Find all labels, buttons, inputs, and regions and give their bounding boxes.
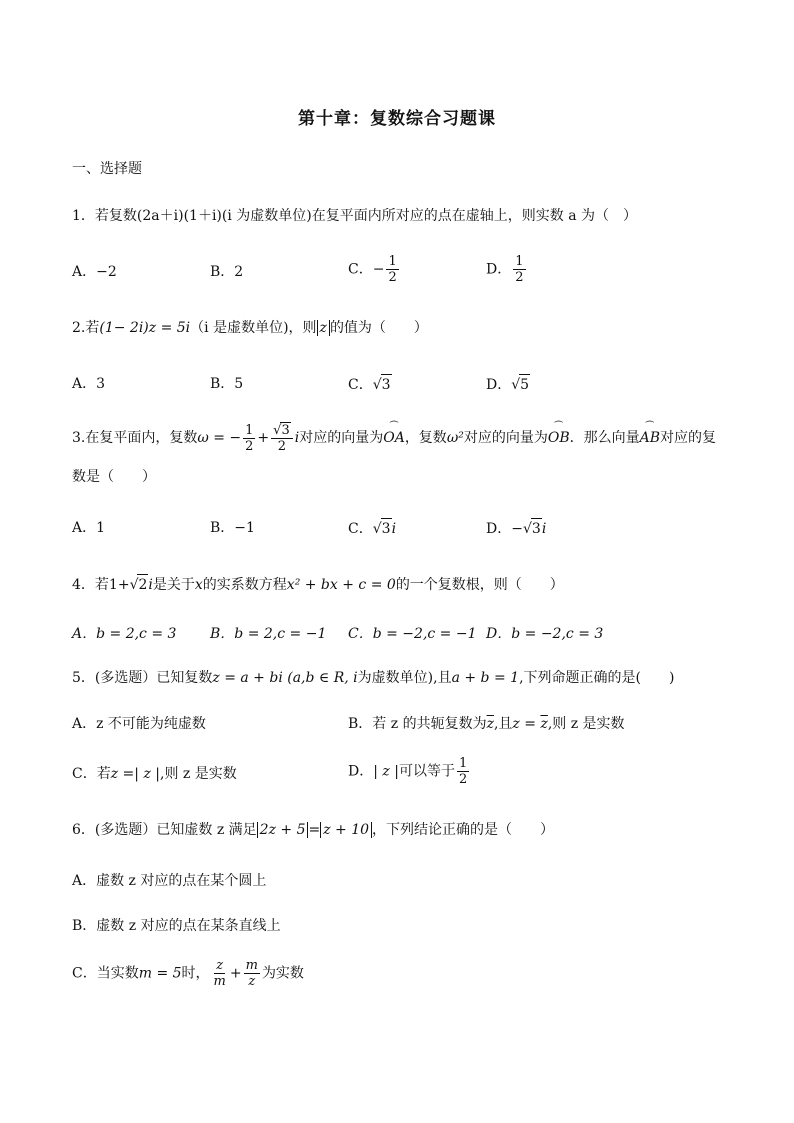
fraction-denominator: 2 [515, 270, 524, 285]
q6-option-a: A．虚数 z 对应的点在某个圆上 [72, 873, 267, 889]
q1-option-d-fraction [513, 254, 525, 285]
q1-option-b: B．2 [210, 264, 244, 280]
q2-option-d-label: D． [486, 377, 512, 393]
fraction-denominator: z [248, 974, 256, 989]
sqrt-radicand: 2 [137, 574, 148, 595]
q5-option-d [348, 756, 471, 787]
q1-option-c-fraction [386, 254, 398, 285]
q3-omega: ω = − [197, 430, 242, 446]
fraction-numerator [271, 422, 293, 439]
fraction-numerator: 1 [388, 254, 397, 269]
q3-fraction-1 [243, 423, 255, 454]
q5-option-c-expression: z =| z | [110, 766, 160, 782]
sqrt-sign: √ [511, 377, 521, 393]
fraction-denominator: 2 [388, 270, 397, 285]
sqrt-sign: √ [273, 423, 282, 438]
imaginary-unit: i [148, 577, 153, 593]
q6-prefix: 6．(多选题）已知虚数 z 满足 [72, 822, 257, 838]
q3-prefix: 3.在复平面内，复数 [72, 430, 198, 446]
q3-option-c [348, 518, 396, 539]
q4-variable-x: x [194, 577, 203, 593]
q6-option-c-m: m = 5 [138, 965, 182, 982]
q4-text-2: 的实系数方程 [202, 577, 287, 593]
q4-one-plus: 1+ [108, 577, 130, 593]
q6-option-c [72, 958, 304, 989]
q2-prefix: 2.若 [72, 320, 100, 336]
q4-option-c: C．b = −2,c = −1 [348, 626, 477, 642]
fraction-denominator: 2 [277, 439, 287, 454]
q3-option-c-label: C． [348, 521, 373, 537]
q5-text-1: 为虚数单位),且 [357, 670, 452, 686]
q1-option-c [348, 254, 401, 285]
q4-option-a: A．b = 2,c = 3 [72, 626, 177, 642]
sqrt-sign: √ [372, 377, 382, 393]
q5-option-c-prefix: C．若 [72, 766, 111, 782]
q5-option-b [348, 714, 625, 734]
q6-option-b: B．虚数 z 对应的点在某条直线上 [72, 918, 281, 934]
fraction-denominator: m [213, 974, 226, 989]
q2-option-a: A．3 [72, 376, 106, 392]
fraction-numerator: 1 [515, 254, 524, 269]
conjugate-z: $\overline{z}$ [486, 716, 494, 732]
q6-option-c-prefix: C．当实数 [72, 965, 139, 982]
q4-text-3: 的一个复数根，则（ ） [395, 577, 564, 593]
q4-option-d: D．b = −2,c = 3 [486, 626, 604, 642]
q3-option-b: B．−1 [210, 520, 255, 536]
q6-abs-left: 2z + 5 [257, 822, 309, 838]
q2-option-d [486, 374, 530, 395]
q5-option-b-suffix: ,则 z 是实数 [547, 716, 625, 732]
sqrt-radicand: 3 [531, 518, 542, 539]
q5-option-b-prefix: B．若 z 的共轭复数为 [348, 716, 487, 732]
q6-option-c-plus: + [229, 965, 242, 982]
q1-option-c-label: C． [348, 261, 373, 278]
q1-prefix: 1．若复数 [72, 208, 137, 224]
q5-option-d-expression: | z | [373, 763, 399, 780]
q1-text: (i 为虚数单位)在复平面内所对应的点在虚轴上，则实数 a 为（ ） [221, 208, 637, 224]
q6-abs-right: z + 10 [320, 822, 372, 838]
q3-option-d [486, 518, 546, 539]
q6-option-c-fraction-1 [212, 958, 228, 989]
q1-option-d-label: D． [486, 261, 512, 278]
q5-prefix: 5．(多选题）已知复数 [72, 670, 213, 686]
fraction-numerator: m [245, 958, 258, 973]
q5-option-d-prefix: D． [348, 763, 374, 780]
sqrt-sign: √ [129, 577, 139, 593]
q5-text-2: ,下列命题正确的是( ) [519, 670, 675, 686]
q2-abs-z: z [317, 320, 330, 336]
q3-text-2: ，复数 [404, 430, 447, 446]
q1-option-a: A．−2 [72, 264, 117, 280]
q5-option-c-suffix: ,则 z 是实数 [160, 766, 237, 782]
sqrt-radicand: 3 [381, 374, 392, 395]
q5-option-b-mid: ,且 [493, 716, 513, 732]
question-6 [72, 820, 554, 840]
page-title: 第十章：复数综合习题课 [298, 109, 496, 129]
q3-i: i [294, 430, 300, 446]
q4-text-1: 是关于 [152, 577, 195, 593]
q3-omega-squared: ω² [446, 430, 464, 446]
question-1 [72, 206, 637, 226]
q6-equals: = [308, 822, 321, 838]
sqrt-radicand: 3 [381, 518, 392, 539]
q3-option-d-label: D．− [486, 521, 523, 537]
q2-option-c-label: C． [348, 377, 373, 393]
vector-ab: ⏜ AB [640, 428, 660, 448]
q4-option-b: B．b = 2,c = −1 [210, 626, 327, 642]
sqrt-radicand: 5 [519, 374, 530, 395]
fraction-numerator: 1 [245, 422, 254, 438]
q5-option-b-expression: z = [512, 716, 541, 732]
section-heading: 一、选择题 [72, 161, 142, 177]
q2-option-b: B．5 [210, 376, 244, 392]
q2-expression: (1− 2i)z = 5i [99, 320, 191, 336]
question-5 [72, 668, 674, 688]
q6-option-c-suffix: 为实数 [261, 965, 304, 982]
fraction-denominator: 2 [245, 438, 254, 454]
q3-text-1: 对应的向量为 [299, 430, 384, 446]
imaginary-unit: i [541, 521, 547, 537]
q3-option-a: A．1 [72, 520, 106, 536]
sqrt-radicand: 3 [281, 423, 290, 438]
question-4 [72, 574, 564, 595]
q3-plus: + [257, 430, 270, 446]
conjugate-z: $\overline{z}$ [540, 716, 548, 732]
sqrt-sign: √ [372, 521, 382, 537]
q3-text-5: 对应的复 [660, 430, 717, 446]
q6-suffix: ，下列结论正确的是（ ） [372, 822, 555, 838]
q3-text-3: 对应的向量为 [463, 430, 548, 446]
q1-expression: (2a＋i)(1＋i) [136, 208, 222, 224]
q3-fraction-2 [271, 422, 293, 454]
fraction-numerator: 1 [458, 756, 468, 771]
q6-option-c-mid: 时， [181, 965, 210, 982]
q2-option-c [348, 374, 392, 395]
q2-suffix: 的值为（ ） [329, 320, 428, 336]
q2-text: （i 是虚数单位)，则 [190, 320, 317, 336]
q4-equation: x² + bx + c = 0 [286, 577, 396, 593]
imaginary-unit: i [391, 521, 397, 537]
q1-option-c-sign: − [372, 261, 385, 278]
q5-option-a: A．z 不可能为纯虚数 [72, 716, 206, 732]
q5-option-d-fraction [457, 756, 469, 787]
q4-prefix: 4．若 [72, 577, 109, 593]
sqrt-sign: √ [522, 521, 532, 537]
q5-expression: z = a + bi (a,b ∈ R, i [212, 670, 358, 686]
q6-option-c-fraction-2 [244, 958, 260, 989]
question-3-line-2: 数是（ ） [72, 469, 156, 485]
vector-oa: ⏜ OA [383, 428, 405, 448]
q5-condition: a + b = 1 [451, 670, 520, 686]
fraction-denominator: 2 [458, 772, 468, 787]
q3-text-4: ．那么向量 [569, 430, 640, 446]
fraction-numerator: z [216, 958, 224, 973]
q5-option-c [72, 764, 237, 784]
question-3-line-1 [72, 422, 716, 454]
q5-option-d-text: 可以等于 [398, 763, 455, 780]
q1-option-d [486, 254, 528, 285]
question-2 [72, 318, 428, 338]
vector-ob: ⏜ OB [548, 428, 570, 448]
